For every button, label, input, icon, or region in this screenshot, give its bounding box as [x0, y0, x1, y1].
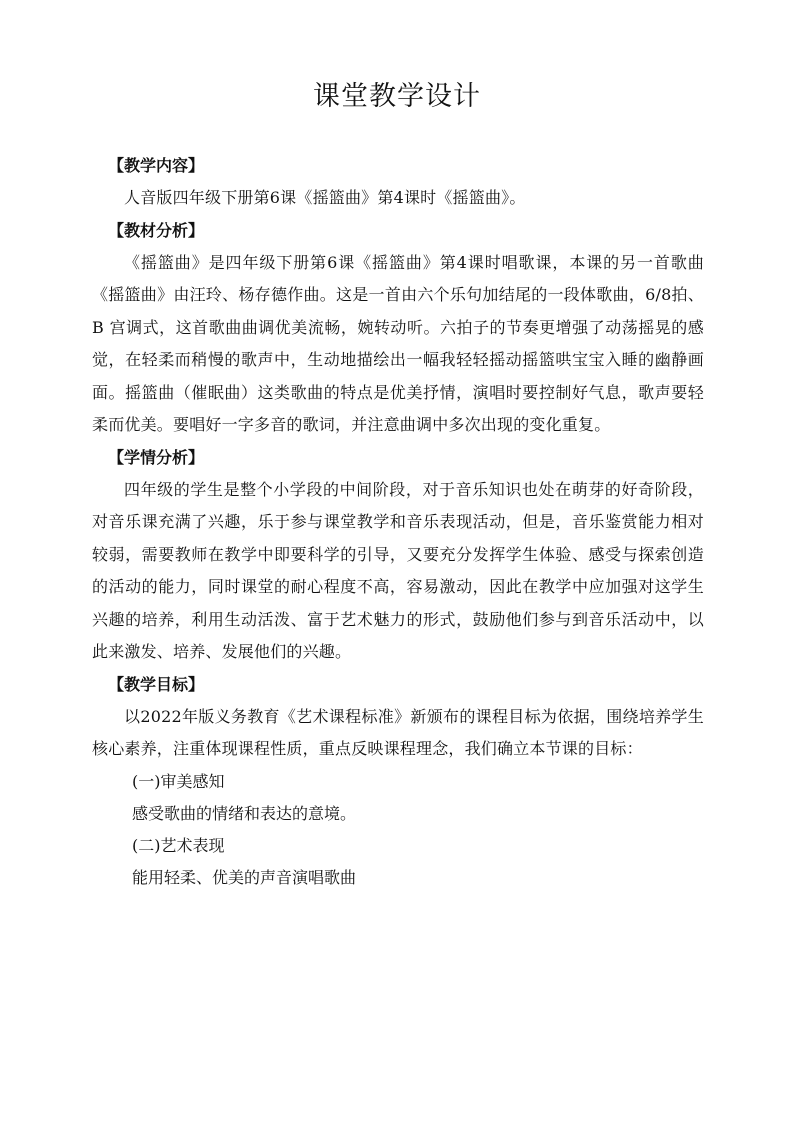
student-analysis-text: 四年级的学生是整个小学段的中间阶段，对于音乐知识也处在萌芽的好奇阶段，对音乐课充满了兴趣，乐于参与课堂教学和音乐表现活动，但是，音乐鉴赏能力相对较弱，需要教师在教学中即要科学的引导，又要充分发挥学生体验、感受与探索创造的活动的能力，同时课堂的耐心程度不高，容易激动，因此在教学中应加强对这学生兴趣的培养，利用生动活泼、富于艺术魅力的形式，鼓励他们参与到音乐活动中，以此来激发、培养、发展他们的兴趣。: [92, 479, 704, 661]
section-heading-student-analysis: 【学情分析】: [108, 447, 205, 467]
section-heading-teaching-goals: 【教学目标】: [108, 674, 205, 694]
goal-item-text: 能用轻柔、优美的声音演唱歌曲: [132, 867, 357, 887]
material-analysis-text: 《摇篮曲》是四年级下册第6课《摇篮曲》第4课时唱歌课，本课的另一首歌曲《摇篮曲》由汪玲、杨存德作曲。这是一首由六个乐句加结尾的一段体歌曲，6/8拍、B 宫调式，这首歌曲曲调优美流畅，婉转动听。六拍子的节奏更增强了动荡摇晃的感觉，在轻柔而稍慢的歌声中，生动地描绘出一幅我轻轻摇动摇篮哄宝宝入睡的幽静画面。摇篮曲（催眠曲）这类歌曲的特点是优美抒情，演唱时要控制好气息，歌声要轻柔而优美。要唱好一字多音的歌词，并注意曲调中多次出现的变化重复。: [92, 252, 704, 434]
teaching-goals-text: 以2022年版义务教育《艺术课程标准》新颁布的课程目标为依据，围绕培养学生核心素养，注重体现课程性质，重点反映课程理念，我们确立本节课的目标：: [92, 706, 704, 758]
page-title: 课堂教学设计: [313, 81, 481, 112]
teaching-content-text: 人音版四年级下册第6课《摇篮曲》第4课时《摇篮曲》。: [124, 188, 526, 207]
document-body: [92, 150, 704, 894]
goal-item-label: (二)艺术表现: [132, 835, 225, 855]
section-heading-teaching-content: 【教学内容】: [108, 156, 205, 175]
goal-item-label: (一)审美感知: [132, 771, 225, 791]
section-heading-material-analysis: 【教材分析】: [108, 220, 205, 240]
goal-item-text: 感受歌曲的情绪和表达的意境。: [132, 803, 357, 823]
